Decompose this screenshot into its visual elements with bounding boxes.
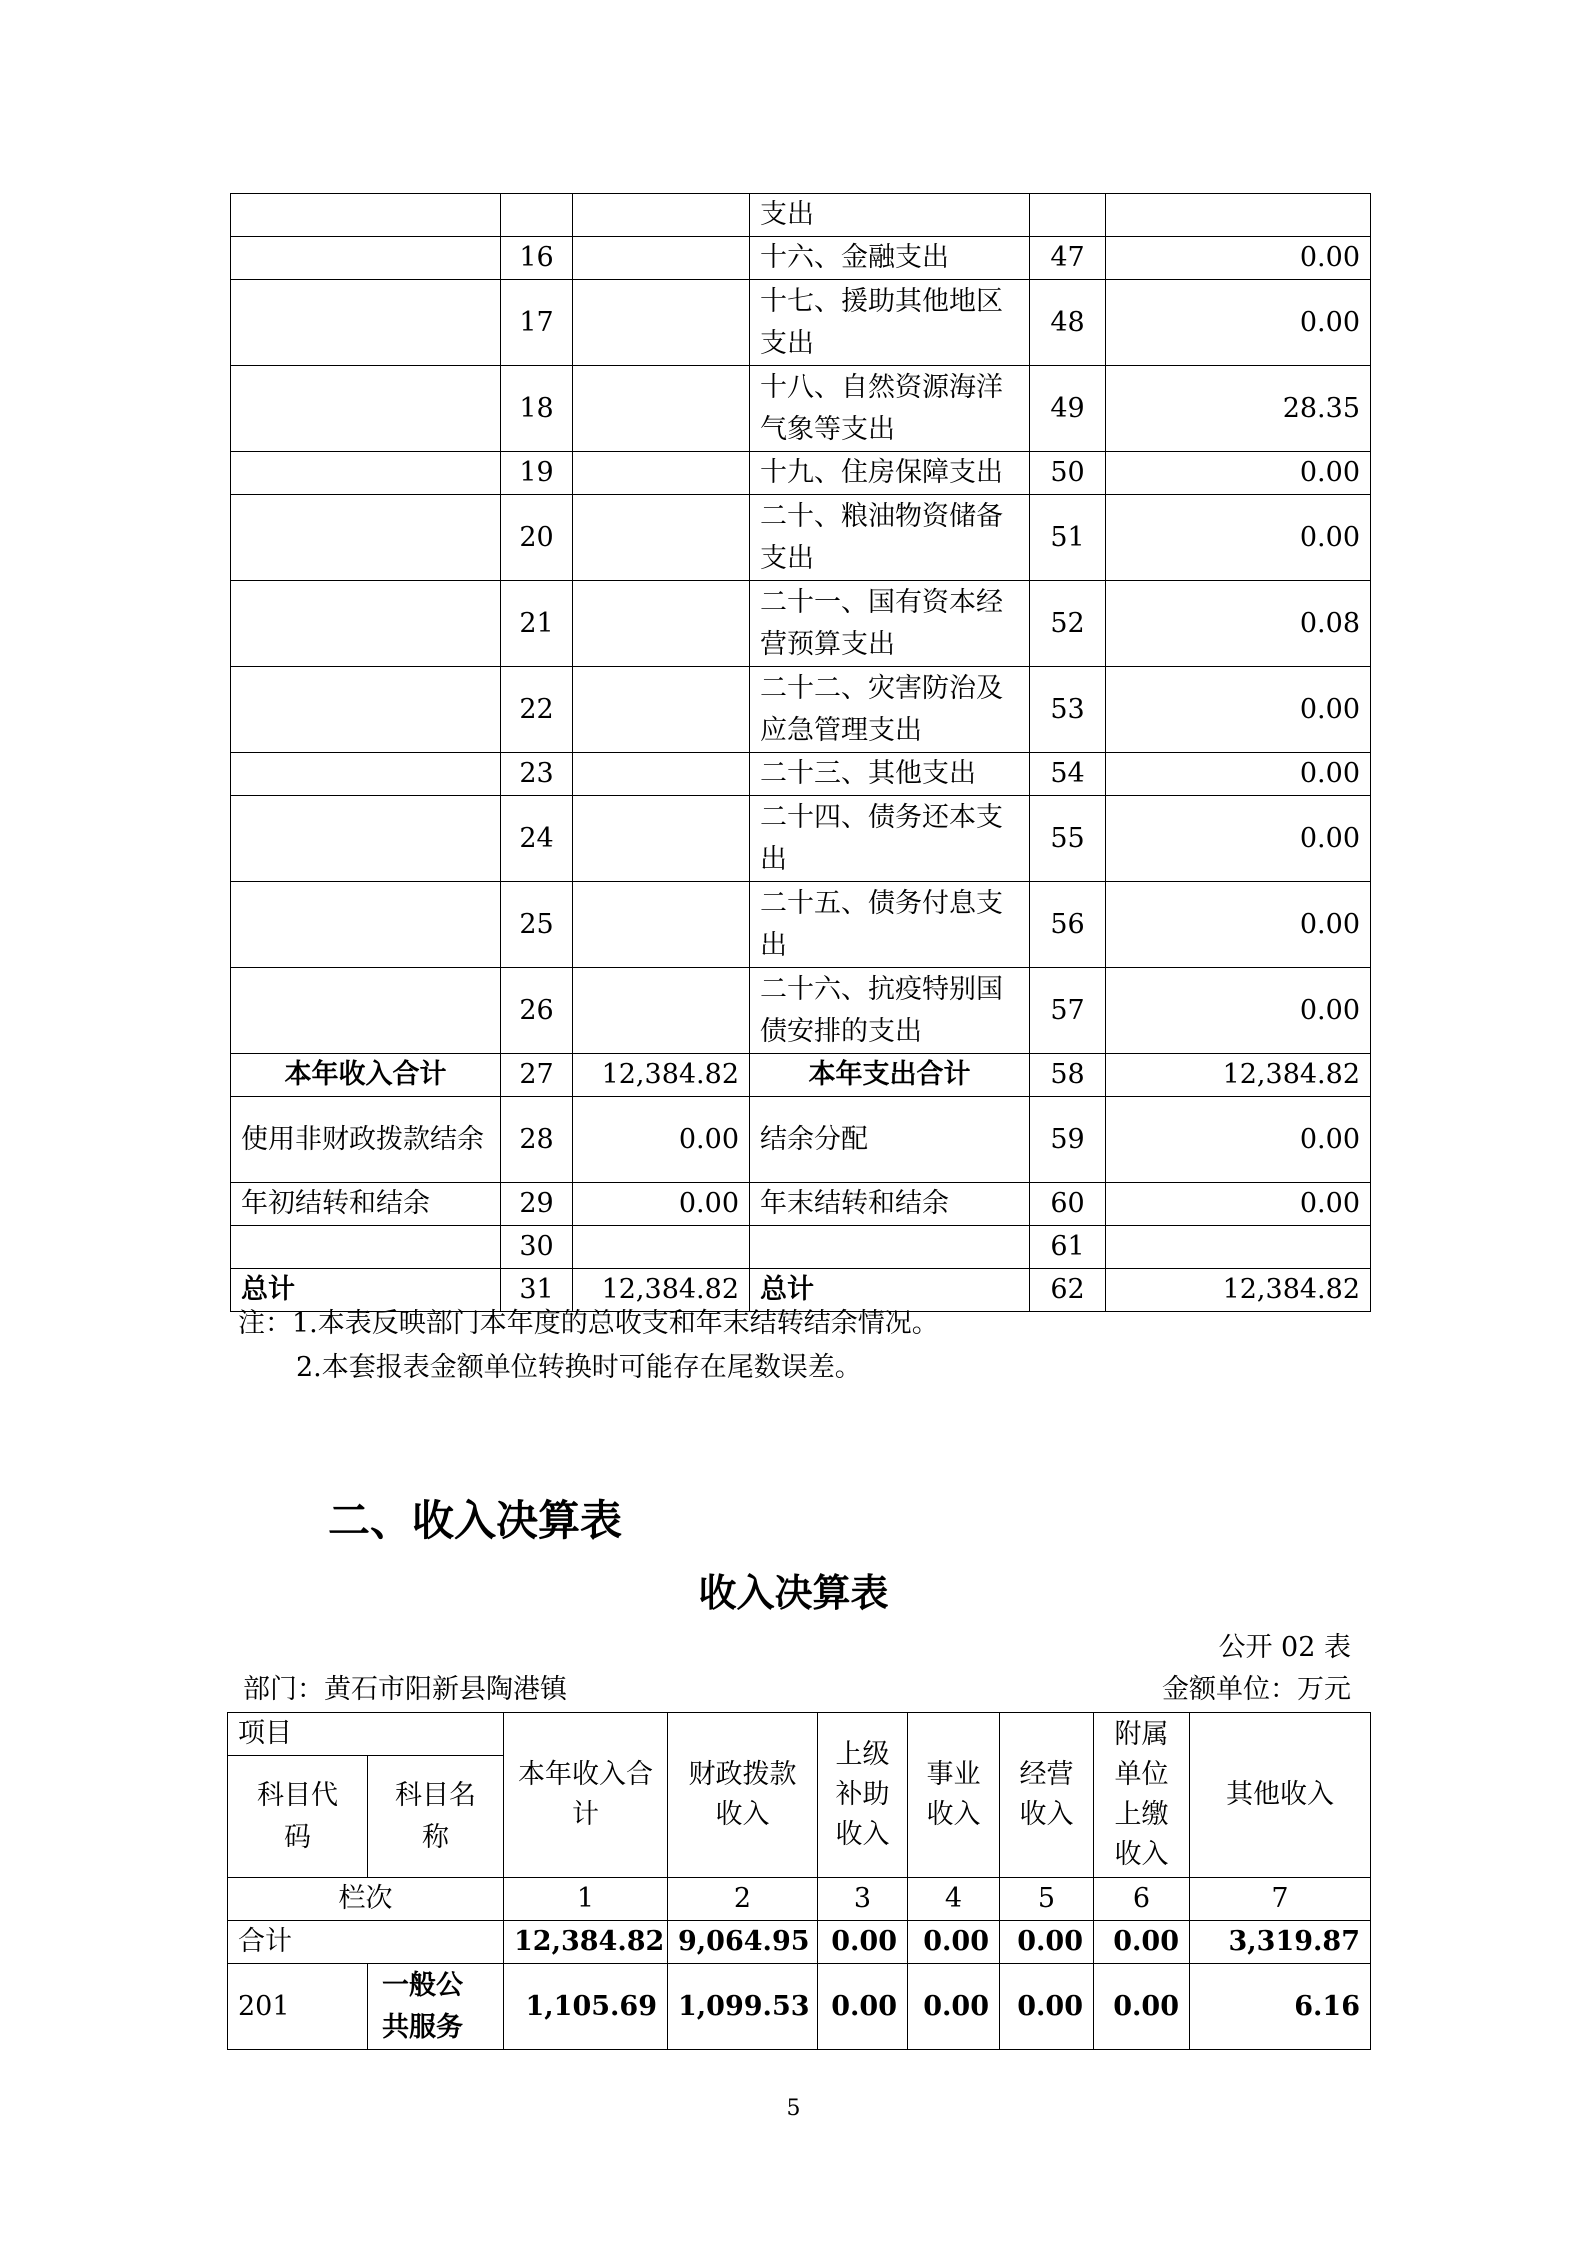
row-201-v4: 0.00	[908, 1964, 1000, 2050]
row-201-name: 一般公共服务	[368, 1964, 504, 2050]
table-row	[231, 237, 1371, 280]
row-amount-income	[573, 1226, 750, 1269]
column-index-label: 栏次	[228, 1878, 504, 1921]
row-label-expense: 结余分配	[750, 1097, 1030, 1183]
column-index-6: 6	[1094, 1878, 1190, 1921]
row-amount-expense: 0.08	[1106, 581, 1371, 667]
total-v6: 0.00	[1094, 1921, 1190, 1964]
row-line-no-expense: 49	[1030, 366, 1106, 452]
row-amount-expense: 0.00	[1106, 968, 1371, 1054]
table-row	[231, 796, 1371, 882]
row-label-income	[231, 882, 501, 968]
total-v2: 9,064.95	[668, 1921, 818, 1964]
row-line-no-income: 28	[501, 1097, 573, 1183]
row-label-income	[231, 452, 501, 495]
row-label-income	[231, 581, 501, 667]
row-label-income	[231, 667, 501, 753]
total-v7: 3,319.87	[1190, 1921, 1371, 1964]
row-label-expense	[750, 1226, 1030, 1269]
table-row	[228, 1964, 1371, 2050]
income-final-accounts-table	[227, 1712, 1371, 2050]
section-title: 二、收入决算表	[328, 1496, 623, 1545]
row-label-expense: 十六、金融支出	[750, 237, 1030, 280]
table-row	[231, 194, 1371, 237]
row-line-no-expense: 58	[1030, 1054, 1106, 1097]
income-expense-summary-table	[230, 193, 1371, 1312]
row-amount-income	[573, 968, 750, 1054]
row-amount-income: 12,384.82	[573, 1269, 750, 1312]
row-amount-expense	[1106, 194, 1371, 237]
row-amount-income	[573, 194, 750, 237]
row-label-income: 使用非财政拨款结余	[231, 1097, 501, 1183]
row-amount-expense: 0.00	[1106, 796, 1371, 882]
row-line-no-expense: 56	[1030, 882, 1106, 968]
row-line-no-income: 20	[501, 495, 573, 581]
row-amount-expense: 0.00	[1106, 753, 1371, 796]
row-amount-income: 12,384.82	[573, 1054, 750, 1097]
header-fiscal-appropriation: 财政拨款收入	[668, 1713, 818, 1878]
row-label-income	[231, 366, 501, 452]
row-line-no-income: 30	[501, 1226, 573, 1269]
row-label-income: 本年收入合计	[231, 1054, 501, 1097]
row-amount-expense: 0.00	[1106, 280, 1371, 366]
row-label-expense: 二十五、债务付息支出	[750, 882, 1030, 968]
total-v5: 0.00	[1000, 1921, 1094, 1964]
page-number: 5	[786, 2096, 801, 2121]
row-201-v6: 0.00	[1094, 1964, 1190, 2050]
row-label-income	[231, 753, 501, 796]
row-label-expense: 二十四、债务还本支出	[750, 796, 1030, 882]
row-amount-expense: 12,384.82	[1106, 1269, 1371, 1312]
total-label: 合计	[228, 1921, 504, 1964]
row-line-no-expense: 52	[1030, 581, 1106, 667]
row-label-income	[231, 194, 501, 237]
column-index-1: 1	[504, 1878, 668, 1921]
row-line-no-income	[501, 194, 573, 237]
row-line-no-expense: 60	[1030, 1183, 1106, 1226]
row-line-no-expense: 50	[1030, 452, 1106, 495]
note-line-1: 注：1.本表反映部门本年度的总收支和年末结转结余情况。	[238, 1308, 939, 1339]
table-row	[231, 366, 1371, 452]
row-label-income	[231, 495, 501, 581]
total-v1: 12,384.82	[504, 1921, 668, 1964]
row-label-income	[231, 968, 501, 1054]
row-amount-expense: 0.00	[1106, 452, 1371, 495]
row-line-no-income: 21	[501, 581, 573, 667]
row-label-income: 总计	[231, 1269, 501, 1312]
row-line-no-expense: 47	[1030, 237, 1106, 280]
row-line-no-expense: 51	[1030, 495, 1106, 581]
row-label-expense: 二十三、其他支出	[750, 753, 1030, 796]
row-201-code: 201	[228, 1964, 368, 2050]
row-201-v5: 0.00	[1000, 1964, 1094, 2050]
row-label-expense: 二十二、灾害防治及应急管理支出	[750, 667, 1030, 753]
header-operating-income: 经营收入	[1000, 1713, 1094, 1878]
table-row	[231, 452, 1371, 495]
table-row	[231, 753, 1371, 796]
row-201-v1: 1,105.69	[504, 1964, 668, 2050]
row-amount-expense: 0.00	[1106, 882, 1371, 968]
row-line-no-income: 19	[501, 452, 573, 495]
row-label-expense: 十七、援助其他地区支出	[750, 280, 1030, 366]
total-v3: 0.00	[818, 1921, 908, 1964]
table-row	[231, 1226, 1371, 1269]
table-row	[231, 1054, 1371, 1097]
row-label-expense: 支出	[750, 194, 1030, 237]
row-line-no-income: 31	[501, 1269, 573, 1312]
header-total-income: 本年收入合计	[504, 1713, 668, 1878]
row-line-no-expense: 48	[1030, 280, 1106, 366]
row-line-no-income: 23	[501, 753, 573, 796]
row-line-no-income: 16	[501, 237, 573, 280]
row-label-expense: 十八、自然资源海洋气象等支出	[750, 366, 1030, 452]
row-line-no-income: 22	[501, 667, 573, 753]
row-label-expense: 十九、住房保障支出	[750, 452, 1030, 495]
row-line-no-expense: 62	[1030, 1269, 1106, 1312]
row-amount-income	[573, 667, 750, 753]
row-201-v3: 0.00	[818, 1964, 908, 2050]
form-number: 公开 02 表	[1218, 1632, 1351, 1663]
row-label-expense: 二十六、抗疫特别国债安排的支出	[750, 968, 1030, 1054]
row-label-income: 年初结转和结余	[231, 1183, 501, 1226]
table-row	[231, 1097, 1371, 1183]
row-amount-income	[573, 452, 750, 495]
row-label-expense: 二十一、国有资本经营预算支出	[750, 581, 1030, 667]
row-label-expense: 二十、粮油物资储备支出	[750, 495, 1030, 581]
row-label-expense: 本年支出合计	[750, 1054, 1030, 1097]
row-amount-expense: 0.00	[1106, 495, 1371, 581]
header-superior-subsidy: 上级补助收入	[818, 1713, 908, 1878]
row-label-income	[231, 796, 501, 882]
row-label-expense: 年末结转和结余	[750, 1183, 1030, 1226]
column-index-3: 3	[818, 1878, 908, 1921]
row-amount-income	[573, 882, 750, 968]
row-line-no-expense: 59	[1030, 1097, 1106, 1183]
row-amount-income	[573, 753, 750, 796]
row-line-no-income: 24	[501, 796, 573, 882]
row-amount-expense: 28.35	[1106, 366, 1371, 452]
column-index-7: 7	[1190, 1878, 1371, 1921]
amount-unit-label: 金额单位：万元	[1162, 1674, 1351, 1705]
table-row	[231, 1183, 1371, 1226]
row-201-v7: 6.16	[1190, 1964, 1371, 2050]
row-amount-expense: 0.00	[1106, 1183, 1371, 1226]
column-index-4: 4	[908, 1878, 1000, 1921]
table-title: 收入决算表	[698, 1571, 889, 1615]
row-amount-income	[573, 237, 750, 280]
table-row	[231, 581, 1371, 667]
row-label-income	[231, 280, 501, 366]
row-amount-income	[573, 495, 750, 581]
header-subject-name: 科目名称	[368, 1756, 504, 1878]
table-row	[231, 280, 1371, 366]
row-amount-expense: 0.00	[1106, 667, 1371, 753]
row-amount-income: 0.00	[573, 1097, 750, 1183]
row-line-no-expense: 61	[1030, 1226, 1106, 1269]
row-line-no-income: 25	[501, 882, 573, 968]
header-other-income: 其他收入	[1190, 1713, 1371, 1878]
row-line-no-expense: 57	[1030, 968, 1106, 1054]
department-label: 部门：黄石市阳新县陶港镇	[243, 1674, 567, 1705]
row-line-no-expense	[1030, 194, 1106, 237]
row-201-v2: 1,099.53	[668, 1964, 818, 2050]
column-index-2: 2	[668, 1878, 818, 1921]
row-line-no-income: 29	[501, 1183, 573, 1226]
row-line-no-income: 18	[501, 366, 573, 452]
row-amount-expense: 12,384.82	[1106, 1054, 1371, 1097]
row-line-no-income: 27	[501, 1054, 573, 1097]
row-amount-income	[573, 280, 750, 366]
row-amount-expense: 0.00	[1106, 1097, 1371, 1183]
row-label-expense: 总计	[750, 1269, 1030, 1312]
row-amount-expense: 0.00	[1106, 237, 1371, 280]
column-index-5: 5	[1000, 1878, 1094, 1921]
row-line-no-expense: 54	[1030, 753, 1106, 796]
row-label-income	[231, 1226, 501, 1269]
row-amount-income: 0.00	[573, 1183, 750, 1226]
total-v4: 0.00	[908, 1921, 1000, 1964]
header-affiliated-unit-income: 附属单位上缴收入	[1094, 1713, 1190, 1878]
row-amount-income	[573, 796, 750, 882]
row-line-no-income: 17	[501, 280, 573, 366]
table-row	[231, 882, 1371, 968]
row-amount-income	[573, 366, 750, 452]
row-amount-income	[573, 581, 750, 667]
note-line-2: 2.本套报表金额单位转换时可能存在尾数误差。	[296, 1352, 862, 1383]
row-line-no-expense: 53	[1030, 667, 1106, 753]
table-row	[228, 1921, 1371, 1964]
header-project: 项目	[228, 1713, 504, 1756]
table-row	[231, 495, 1371, 581]
row-label-income	[231, 237, 501, 280]
row-line-no-income: 26	[501, 968, 573, 1054]
row-line-no-expense: 55	[1030, 796, 1106, 882]
row-amount-expense	[1106, 1226, 1371, 1269]
table-row	[231, 968, 1371, 1054]
header-business-income: 事业收入	[908, 1713, 1000, 1878]
header-subject-code: 科目代码	[228, 1756, 368, 1878]
table-row	[231, 667, 1371, 753]
